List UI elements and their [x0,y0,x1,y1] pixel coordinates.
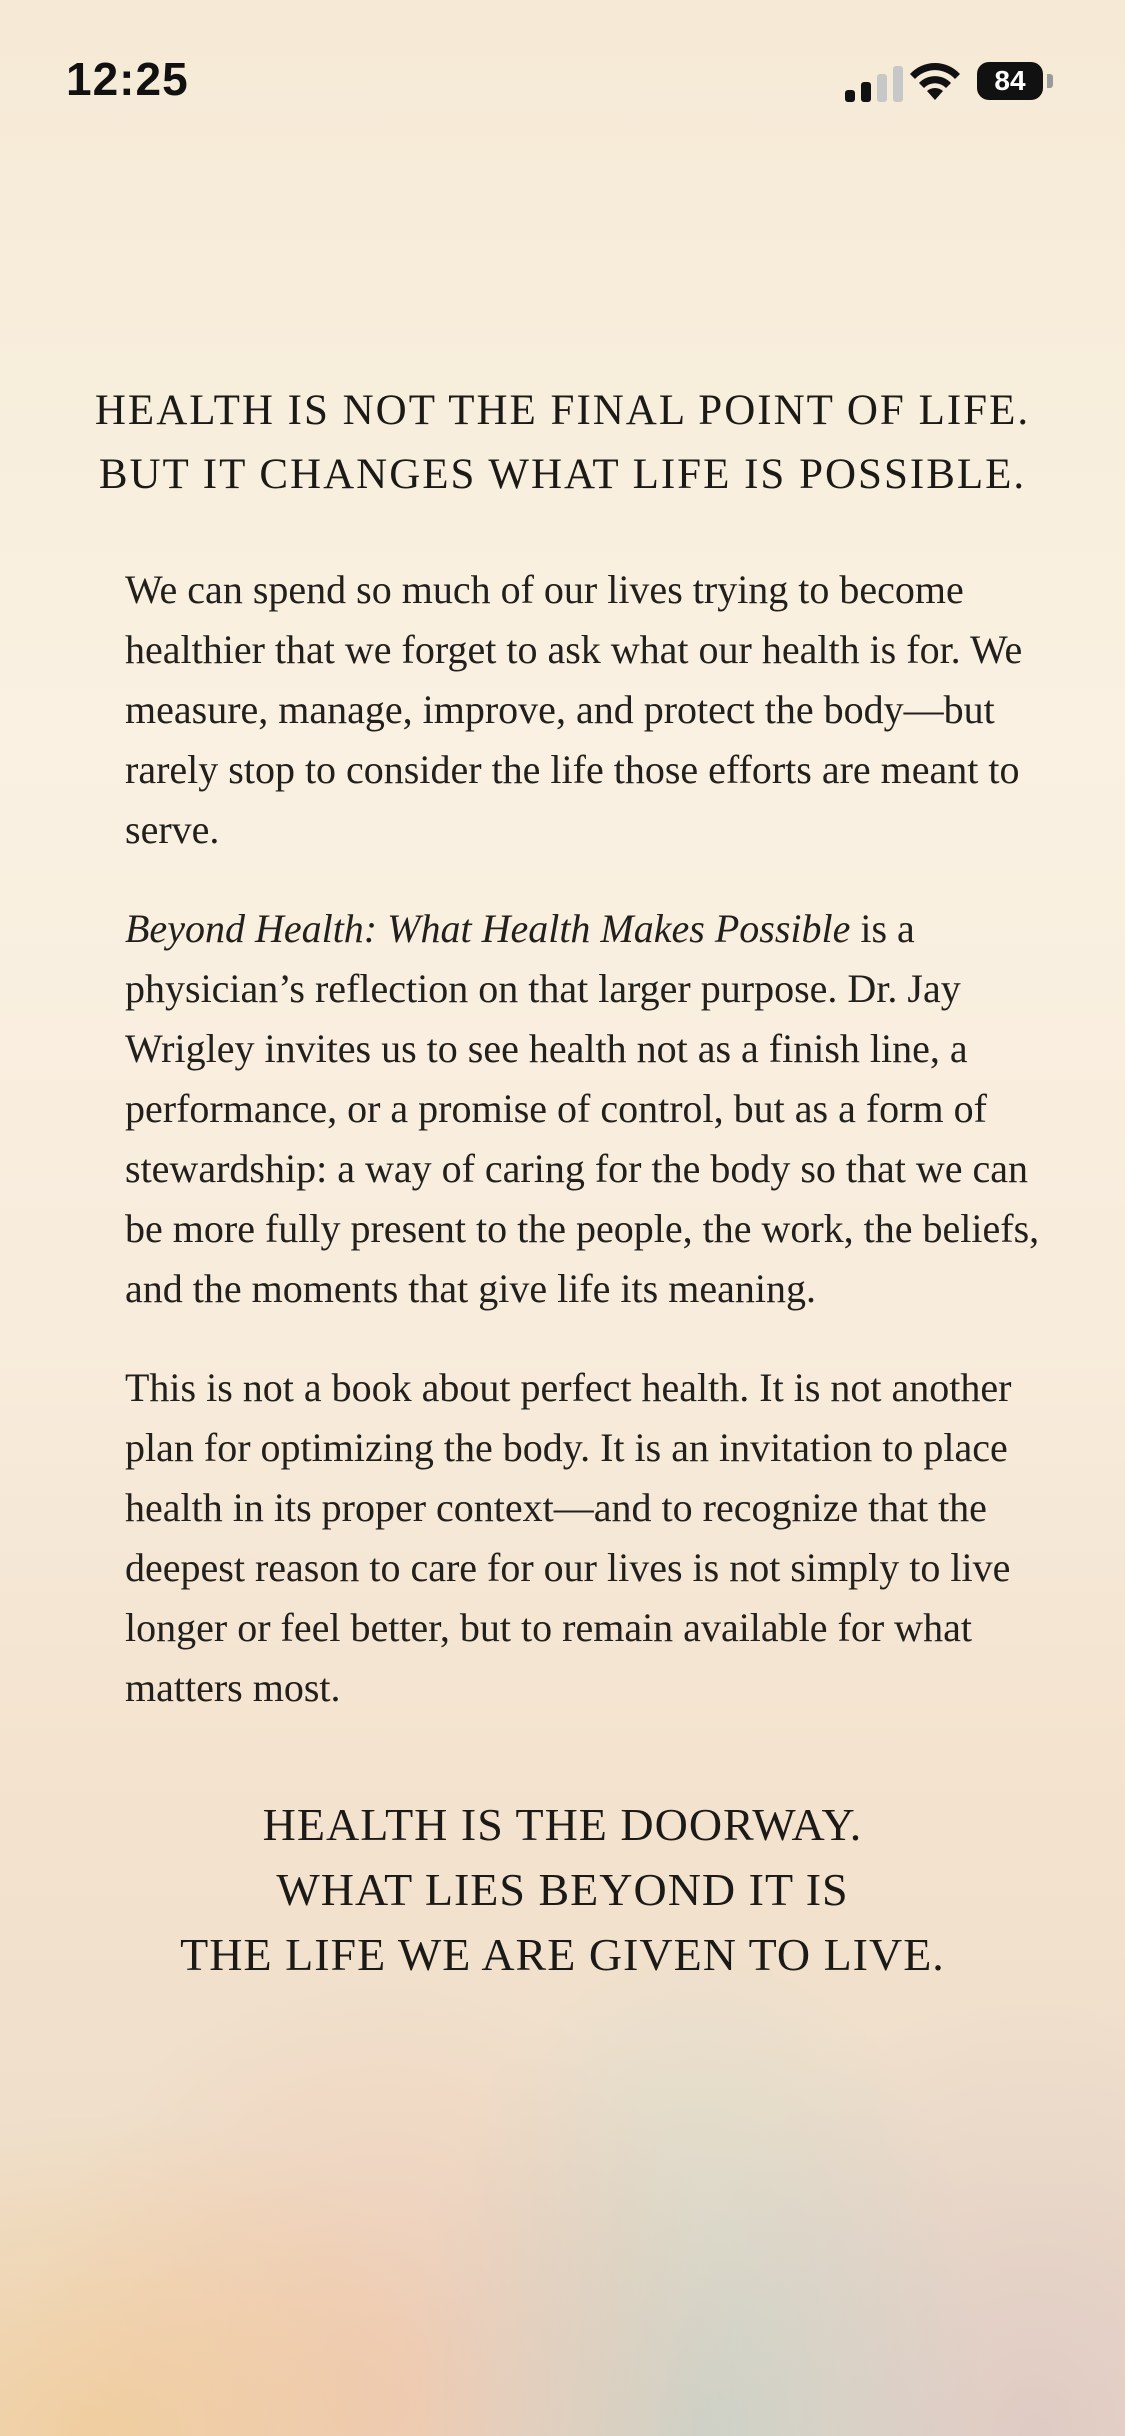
wifi-icon [907,60,963,104]
paragraph-book-summary [125,899,1065,1319]
battery-icon [977,62,1043,100]
paragraph-invitation: This is not a book about perfect health. It is not another plan for optimizing the body. It is an invitation to place health in its proper context—and to recognize that the deepest reason to care for our lives is not simply to live longer or feel better, but to remain available for what matters most. [125,1365,1012,1710]
status-icons [845,60,1085,104]
book-title: Beyond Health: What Health Makes Possible [125,906,851,951]
status-time: 12:25 [66,53,189,105]
status-bar [0,0,1125,150]
battery-level: 84 [994,65,1026,96]
closing-line-1: HEALTH IS THE DOORWAY. [262,1799,863,1850]
cellular-signal-icon [845,66,909,102]
heading-line-1: HEALTH IS NOT THE FINAL POINT OF LIFE. [94,387,1031,434]
paragraph-book-summary-text: is a physician’s reflection on that larger purpose. Dr. Jay Wrigley invites us to see health not as a finish line, a performance, or a promise of control, but as a form of stewardship: a way of caring for the body so that we can be more fully present to the people, the work, the beliefs, and the moments that give life its meaning. [125,906,1040,1311]
heading-line-2: BUT IT CHANGES WHAT LIFE IS POSSIBLE. [98,451,1027,498]
closing-line-3: THE LIFE WE ARE GIVEN TO LIVE. [180,1929,945,1980]
battery-cap [1047,74,1053,88]
paragraph-intro: We can spend so much of our lives trying to become healthier that we forget to ask what our health is for. We measure, manage, improve, and protect the body—but rarely stop to consider the life those efforts are meant to serve. [125,567,1023,852]
closing-line-2: WHAT LIES BEYOND IT IS [276,1864,849,1915]
